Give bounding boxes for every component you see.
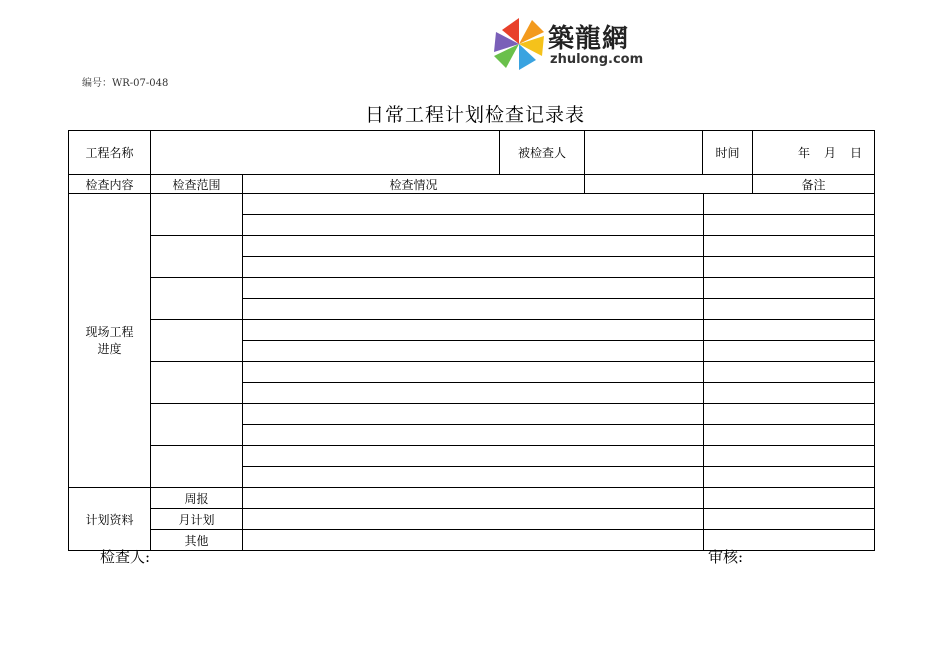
- table-row: [69, 278, 875, 299]
- remark-cell[interactable]: [704, 467, 875, 488]
- remark-cell[interactable]: [704, 488, 875, 509]
- situation-cell[interactable]: [243, 278, 704, 299]
- logo-pinwheel-icon: [492, 16, 546, 72]
- page-title: 日常工程计划检查记录表: [364, 104, 585, 126]
- table-row: [69, 488, 875, 509]
- plan-docs-section-label: 计划资料: [69, 488, 151, 551]
- table-row: [69, 194, 875, 215]
- remark-cell[interactable]: [704, 362, 875, 383]
- scope-cell[interactable]: [151, 278, 243, 320]
- logo-domain-text: zhulong.com: [550, 52, 644, 67]
- table-row: [69, 320, 875, 341]
- project-name-label: 工程名称: [69, 131, 151, 175]
- table-row: [69, 362, 875, 383]
- scope-cell[interactable]: [151, 194, 243, 236]
- project-name-field[interactable]: [151, 131, 500, 175]
- remark-cell[interactable]: [704, 446, 875, 467]
- form-header-row: [69, 131, 875, 175]
- remark-cell[interactable]: [704, 404, 875, 425]
- situation-cell[interactable]: [243, 425, 704, 446]
- situation-cell[interactable]: [243, 383, 704, 404]
- plan-item-monthly: 月计划: [151, 509, 243, 530]
- plan-item-other: 其他: [151, 530, 243, 551]
- situation-cell[interactable]: [243, 299, 704, 320]
- table-row: [69, 509, 875, 530]
- remark-cell[interactable]: [704, 509, 875, 530]
- situation-cell[interactable]: [243, 215, 704, 236]
- table-row: [69, 236, 875, 257]
- column-header-situation: 检查情况: [243, 175, 585, 194]
- document-code: 编号：WR-07-048: [82, 78, 169, 89]
- reviewer-signature-label: 审核:: [708, 548, 744, 566]
- plan-item-weekly: 周报: [151, 488, 243, 509]
- situation-cell[interactable]: [243, 257, 704, 278]
- situation-cell[interactable]: [243, 530, 704, 551]
- remark-cell[interactable]: [704, 236, 875, 257]
- remark-cell[interactable]: [704, 383, 875, 404]
- situation-cell[interactable]: [243, 488, 704, 509]
- site-progress-section-label: 现场工程进度: [69, 194, 151, 488]
- remark-cell[interactable]: [704, 215, 875, 236]
- scope-cell[interactable]: [151, 446, 243, 488]
- situation-cell[interactable]: [243, 341, 704, 362]
- zhulong-logo: [492, 16, 652, 72]
- time-label: 时间: [703, 131, 753, 175]
- remark-cell[interactable]: [704, 257, 875, 278]
- situation-cell[interactable]: [243, 236, 704, 257]
- month-label: 月: [823, 146, 836, 160]
- situation-cell[interactable]: [243, 404, 704, 425]
- scope-cell[interactable]: [151, 320, 243, 362]
- year-label: 年: [797, 146, 810, 160]
- situation-cell[interactable]: [243, 509, 704, 530]
- inspected-person-label: 被检查人: [500, 131, 585, 175]
- inspected-person-field[interactable]: [585, 131, 703, 175]
- column-header-content: 检查内容: [69, 175, 151, 194]
- inspection-form-table: [68, 130, 875, 194]
- situation-cell[interactable]: [243, 194, 704, 215]
- situation-cell[interactable]: [243, 362, 704, 383]
- remark-cell[interactable]: [704, 341, 875, 362]
- column-header-row: [69, 175, 875, 194]
- table-row: [69, 530, 875, 551]
- table-row: [69, 446, 875, 467]
- column-header-remark: 备注: [753, 175, 875, 194]
- date-field[interactable]: [753, 131, 875, 175]
- inspection-body-table: [68, 193, 875, 551]
- remark-cell[interactable]: [704, 320, 875, 341]
- remark-cell[interactable]: [704, 194, 875, 215]
- scope-cell[interactable]: [151, 236, 243, 278]
- remark-cell[interactable]: [704, 425, 875, 446]
- inspector-signature-label: 检查人:: [100, 548, 151, 566]
- situation-cell[interactable]: [243, 467, 704, 488]
- remark-cell[interactable]: [704, 299, 875, 320]
- remark-cell[interactable]: [704, 278, 875, 299]
- column-header-situation-cont: [585, 175, 753, 194]
- situation-cell[interactable]: [243, 446, 704, 467]
- column-header-scope: 检查范围: [151, 175, 243, 194]
- logo-chinese-text: 築龍網: [548, 24, 630, 54]
- day-label: 日: [849, 146, 862, 160]
- table-row: [69, 404, 875, 425]
- scope-cell[interactable]: [151, 404, 243, 446]
- scope-cell[interactable]: [151, 362, 243, 404]
- situation-cell[interactable]: [243, 320, 704, 341]
